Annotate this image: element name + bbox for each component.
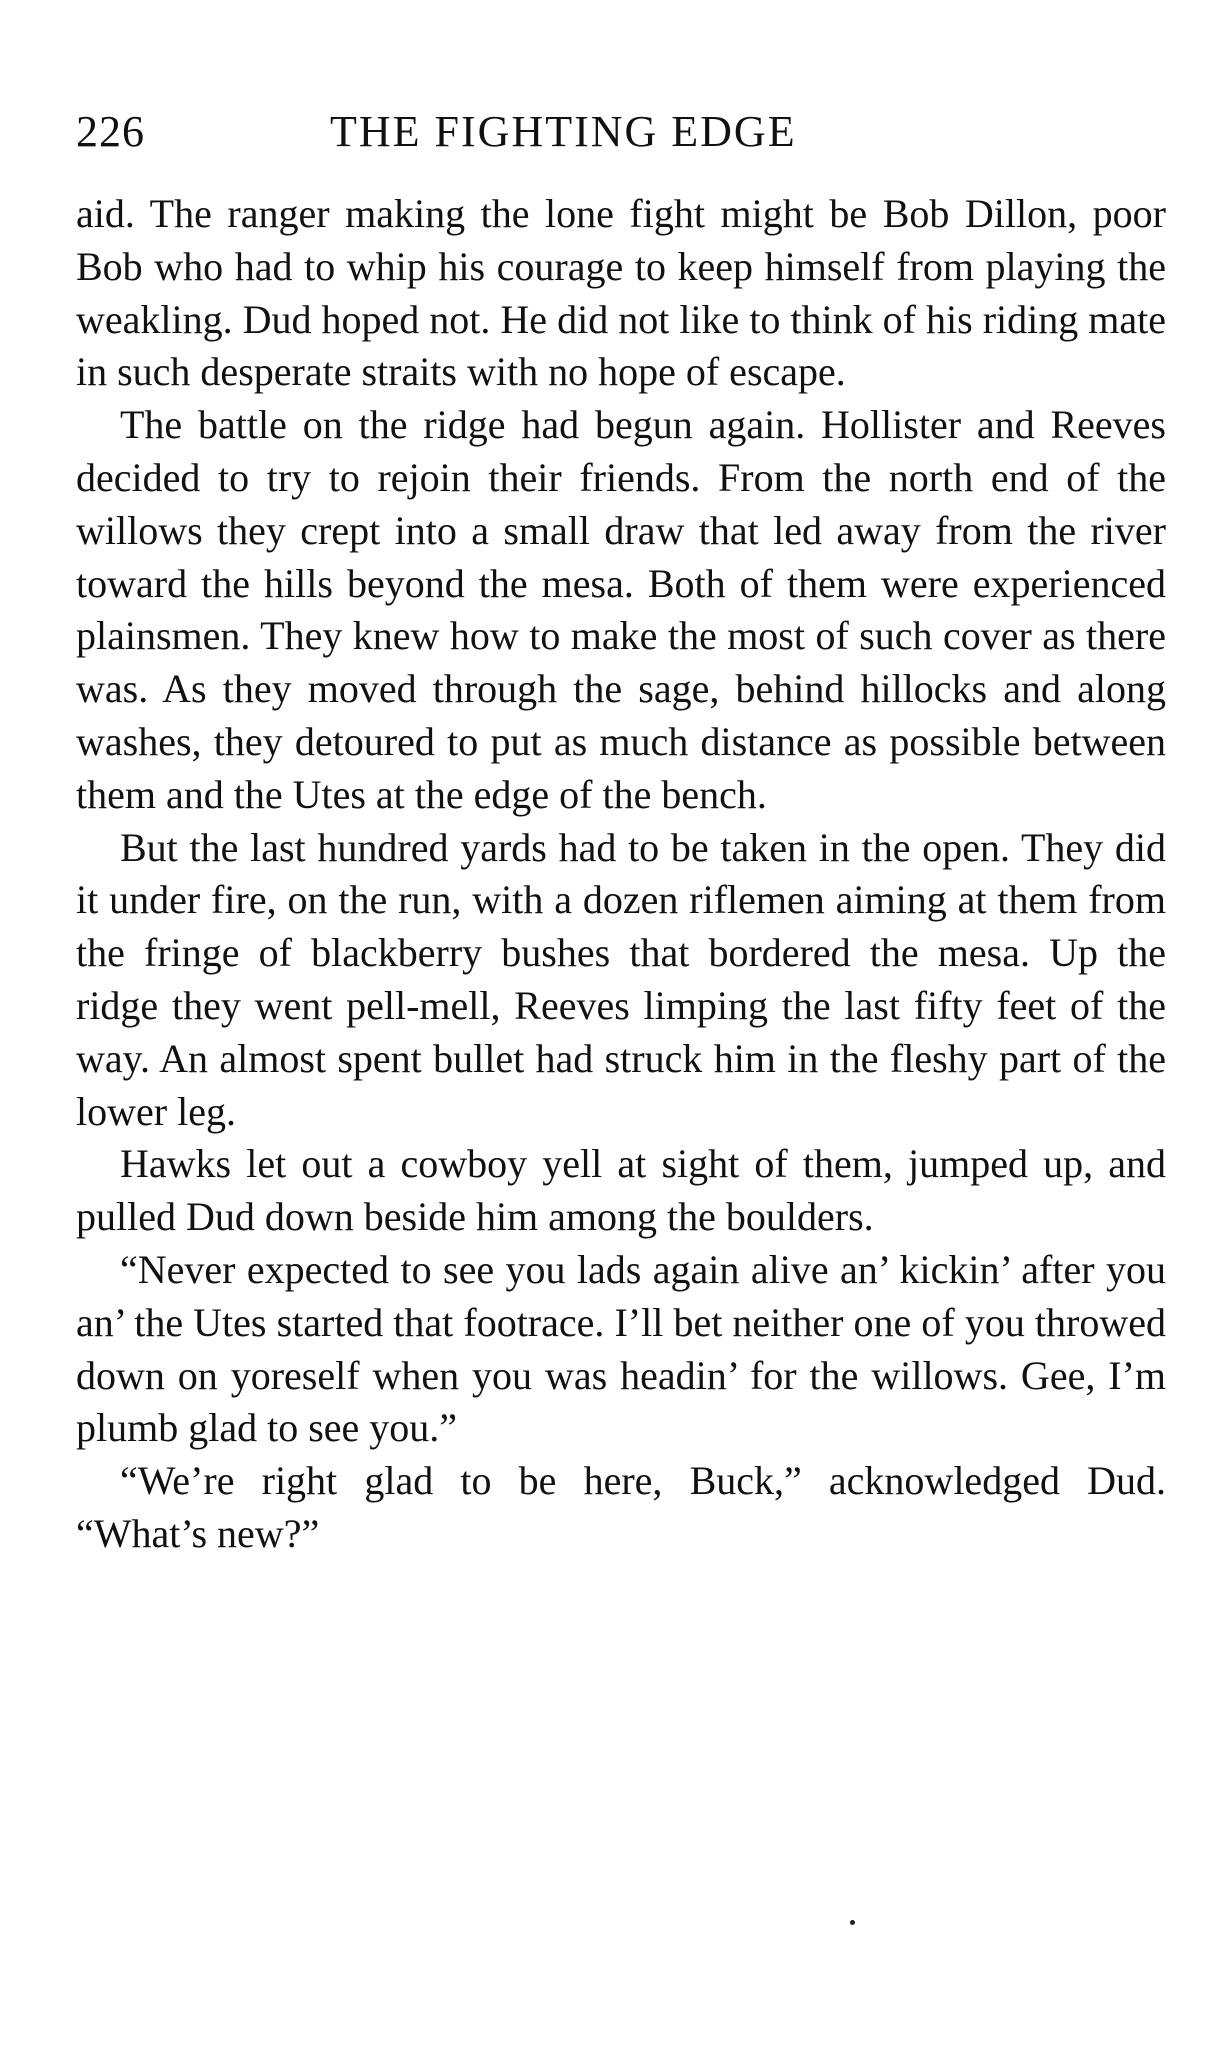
page-header (76, 100, 1168, 164)
ink-speck (850, 1920, 855, 1925)
running-title: THE FIGHTING EDGE (330, 107, 797, 156)
paragraph-6: “We’re right glad to be here, Buck,” acknowledged Dud. “What’s new?” (76, 1458, 1166, 1556)
body-text (76, 188, 1166, 1561)
paragraph-3: But the last hundred yards had to be taken in the open. They did it under fire, on the run, with a dozen riflemen aiming at them from the fringe of blackberry bushes that bordered the mesa. Up the ridge they went pell-mell, Reeves limping the last fifty feet of the way. An almost spent bullet had struck him in the fleshy part of the lower leg. (76, 824, 1166, 1134)
paragraph-4: Hawks let out a cowboy yell at sight of them, jumped up, and pulled Dud down beside him among the boulders. (76, 1141, 1166, 1240)
page-number: 226 (76, 107, 145, 156)
paragraph-5: “Never expected to see you lads again alive an’ kickin’ after you an’ the Utes started that footrace. I’ll bet neither one of you throwed down on yoreself when you was headin’ for the willows. Gee, I’m plumb glad to see you.” (76, 1246, 1166, 1451)
paragraph-1: aid. The ranger making the lone fight might be Bob Dillon, poor Bob who had to whip his courage to keep himself from playing the weakling. Dud hoped not. He did not like to think of his riding mate in such desperate straits with no hope of escape. (76, 191, 1166, 395)
paragraph-2: The battle on the ridge had begun again. Hollister and Reeves decided to try to rejoin their friends. From the north end of the willows they crept into a small draw that led away from the river toward the hills beyond the mesa. Both of them were experienced plainsmen. They knew how to make the most of such cover as there was. As they moved through the sage, behind hillocks and along washes, they detoured to put as much distance as possible between them and the Utes at the edge of the bench. (76, 402, 1166, 817)
